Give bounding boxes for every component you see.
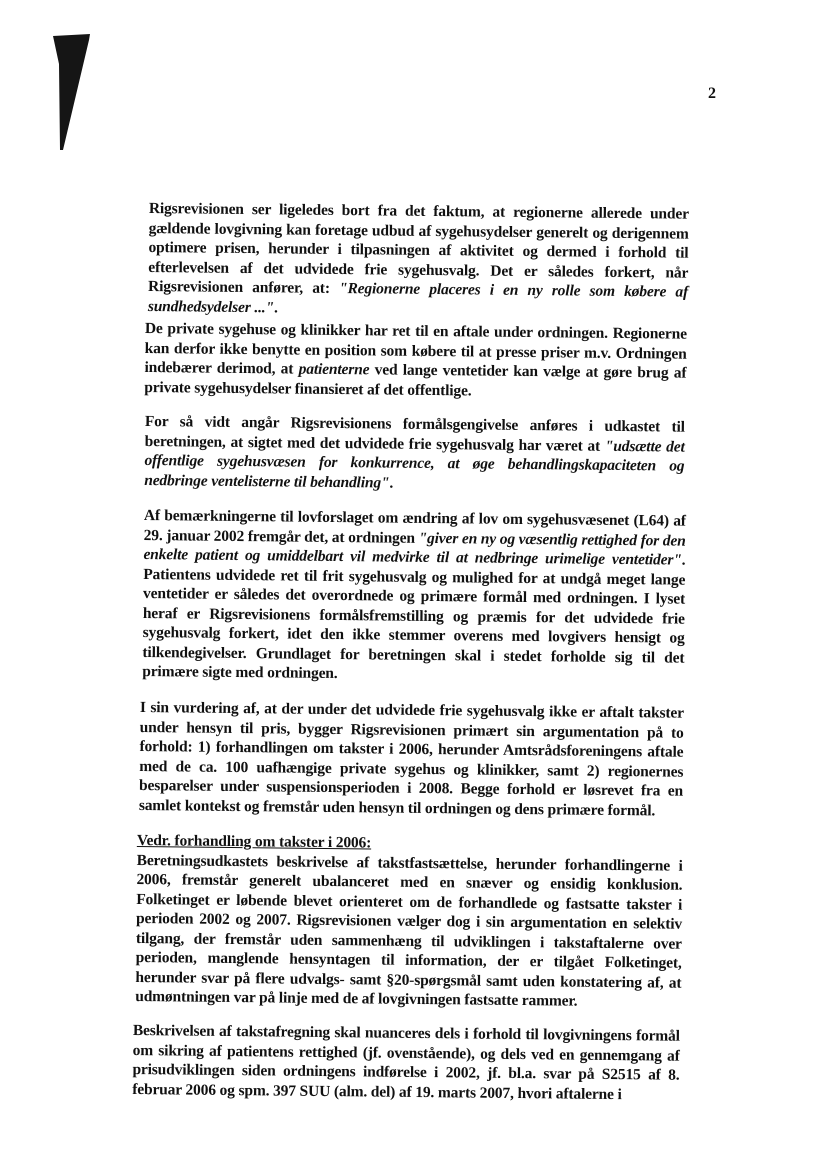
paragraph-1-end: . (273, 298, 278, 316)
paragraph-2-emphasis: patienterne (298, 360, 370, 379)
paragraph-3-end: . (389, 474, 394, 492)
page-number: 2 (708, 85, 716, 102)
paragraph-5: I sin vurdering af, at der under det udvidede frie sygehusvalg ikke er aftalt takster under hensyn til pris, bygger Rigsrevisionen primært sin argumentation på to forhold: 1) forhandlingen om takster i 2006, herunder Amtsrådsforeningens aftale med de ca. 100 uafhængige private sygehus og klinikker, samt 2) regionernes besparelser under suspensionsperioden i 2008. Begge forhold er løsrevet fra en samlet kontekst og fremstår uden hensyn til ordningen og dens primære formål. (138, 698, 684, 819)
paragraph-4-text-b: . Patientens udvidede ret til frit sygehusvalg og mulighed for at undgå meget lange ventetider er således det overordnede og primære formål med ordningen. I lyset heraf er Rigsrevisionens formålsfremstilling og præmis for det udvidede frie sygehusvalg forkert, idet den ikke stemmer overens med lovgivers hensigt og tilkendegivelser. Grundlaget for beretningen skal i stedet forholde sig til det primære sigte med ordningen. (142, 551, 686, 683)
paragraph-2-text-b: ved lange ventetider kan vælge at gøre brug af private sygehusydelser finansieret af det offentlige. (144, 361, 687, 399)
paragraph-6 (135, 831, 683, 1012)
paragraph-3-quote: "udsætte det offentlige sygehusvæsen for konkurrence, at øge behandlingskapaciteten og nedbringe ventelisterne til behandling" (144, 437, 685, 492)
paragraph-4-quote: "giver en ny og væsentlig rettighed for den enkelte patient og umiddelbart vil medvirke til at nedbringe urimelige ventetider" (143, 529, 686, 569)
paragraph-1-quote: "Regionerne placeres i en ny rolle som købere af sundhedsydelser ..." (147, 279, 689, 316)
paragraph-6-text: Beretningsudkastets beskrivelse af takstfastsættelse, herunder forhandlingerne i 2006, fremstår generelt ubalanceret med en snæver og ensidig konklusion. Folketinget er løbende blevet orienteret om de forhandlede og fastsatte takster i perioden 2002 og 2007. Rigsrevisionen vælger dog i sin argumentation en selektiv tilgang, der fremstår uden sammenhæng til udviklingen i takstaftalerne over perioden, manglende hensyntagen til information, der er tilgået Folketinget, herunder svar på flere udvalgs- samt §20-spørgsmål samt uden konstatering af, at udmøntningen var på linje med de af lovgivningen fastsatte rammer. (135, 851, 683, 1010)
paragraph-7: Beskrivelsen af takstafregning skal nuanceres dels i forhold til lovgivningens formål om sikring af patientens rettighed (jf. ovenstående), og dels ved en gennemgang af prisudviklingen siden ordningens indførelse i 2002, jf. bl.a. svar på S2515 af 8. februar 2006 og spm. 397 SUU (alm. del) af 19. marts 2007, hvori aftalerne i (132, 1021, 680, 1103)
paragraph-4 (142, 506, 686, 687)
paragraph-4-text-a: Af bemærkningerne til lovforslaget om ændring af lov om sygehusvæsenet (L64) af 29. januar 2002 fremgår det, at ordningen (143, 506, 686, 547)
paragraph-3 (144, 412, 685, 496)
paragraph-2-text-a: De private sygehuse og klinikker har ret til en aftale under ordningen. Regionerne kan derfor ikke benytte en position som købere til at presse priser m.v. Ordningen indebærer derimod, at (144, 319, 687, 378)
paragraph-3-text: For så vidt angår Rigsrevisionens formålsgengivelse anføres i udkastet til beretningen, at sigtet med det udvidede frie sygehusvalg har været at (144, 412, 685, 455)
paragraph-1-text: Rigsrevisionen ser ligeledes bort fra det faktum, at regionerne allerede under gældende lovgivning kan foretage udbud af sygehusydelser generelt og derigennem optimere prisen, herunder i tilpasningen af aktivitet og dermed i forhold til efterlevelsen af det udvidede frie sygehusvalg. Det er således forkert, når Rigsrevisionen anfører, at: (147, 199, 689, 297)
paragraph-2 (144, 319, 687, 403)
paragraph-1 (148, 199, 689, 322)
scan-mark (50, 34, 92, 150)
section-heading: Vedr. forhandling om takster i 2006: (136, 831, 372, 852)
